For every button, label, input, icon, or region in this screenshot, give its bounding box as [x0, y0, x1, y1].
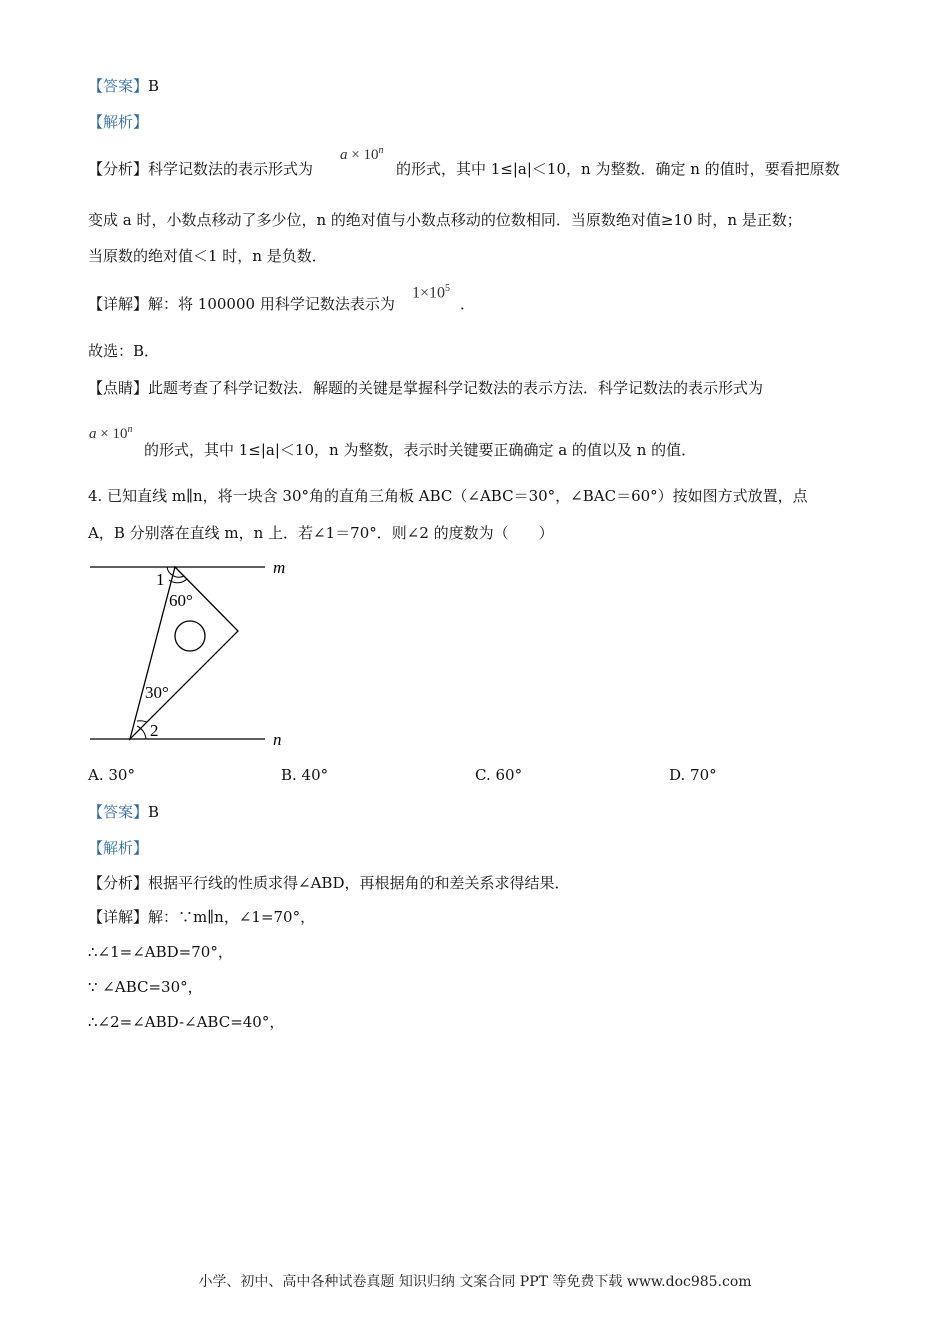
detail-tag: 【详解】: [88, 908, 149, 926]
q3-analysis-tag: 【解析】: [88, 113, 149, 131]
sci-notation-formula-1: a × 10$^n$: [340, 145, 384, 163]
geometry-figure: [80, 555, 340, 755]
q3-choose-line: 故选：B．: [88, 342, 160, 360]
answer-value: B: [148, 77, 160, 95]
q4-fenxi-line: [88, 873, 569, 893]
q4-answer-line: [88, 802, 159, 822]
angle-arc-30: [137, 721, 147, 722]
answer-tag: 【答案】: [88, 77, 149, 95]
label-angle-30: 30°: [145, 683, 169, 702]
label-angle-1: 1: [156, 570, 165, 589]
label-angle-2: 2: [150, 721, 159, 740]
sci-notation-formula-2: $1\times 10^5$: [412, 283, 451, 302]
angle-arc-1: [167, 567, 184, 577]
label-m: m: [273, 558, 286, 577]
detail-tag: 【详解】: [88, 295, 149, 313]
q3-fenxi-line-1b: 的形式，其中 1≤|a|＜10，n 为整数．确定 n 的值时，要看把原数: [396, 160, 840, 178]
q4-stem-line-1: 4. 已知直线 m∥n，将一块含 30°角的直角三角板 ABC（∠ABC＝30°，∠BAC＝60°）按如图方式放置，点: [88, 487, 808, 505]
detail-text: 解：∵m∥n，∠1=70°，: [148, 908, 316, 926]
fenxi-tag: 【分析】: [88, 874, 149, 892]
answer-tag: 【答案】: [88, 803, 149, 821]
q4-stem-line-2: A，B 分别落在直线 m，n 上．若∠1＝70°．则∠2 的度数为（ ）: [88, 524, 554, 542]
sci-notation-formula-3: a × 10$^n$: [89, 424, 133, 442]
q4-step-4: ∴∠2=∠ABD-∠ABC=40°，: [88, 1013, 285, 1031]
option-d: D. 70°: [669, 766, 717, 784]
answer-value: B: [148, 803, 160, 821]
fenxi-text-1a: 科学记数法的表示形式为: [148, 160, 314, 178]
q4-detail-line: [88, 907, 315, 927]
q3-dianjing-line-2: 的形式，其中 1≤|a|＜10，n 为整数，表示时关键要正确确定 a 的值以及 n 的值．: [144, 441, 697, 459]
q3-answer-line: [88, 76, 159, 96]
triangle-hole: [175, 621, 205, 651]
option-b: B. 40°: [281, 766, 329, 784]
fenxi-tag: 【分析】: [88, 160, 149, 178]
q3-detail-line: [88, 294, 395, 314]
q3-dianjing-line: [88, 378, 763, 398]
label-n: n: [273, 730, 282, 749]
q3-fenxi-line-1: [88, 159, 313, 179]
page-footer: 小学、初中、高中各种试卷真题 知识归纳 文案合同 PPT 等免费下载 www.doc985.com: [198, 1274, 752, 1290]
q4-analysis-tag: 【解析】: [88, 839, 149, 857]
detail-end: ．: [460, 295, 476, 313]
q3-fenxi-line-3: 当原数的绝对值＜1 时，n 是负数．: [88, 247, 327, 265]
detail-text: 解：将 100000 用科学记数法表示为: [148, 295, 395, 313]
label-angle-60: 60°: [169, 591, 193, 610]
fenxi-text: 根据平行线的性质求得∠ABD，再根据角的和差关系求得结果．: [148, 874, 570, 892]
dianjing-text-1: 此题考查了科学记数法．解题的关键是掌握科学记数法的表示方法．科学记数法的表示形式为: [148, 379, 764, 397]
q4-step-3: ∵ ∠ABC=30°，: [88, 978, 203, 996]
q3-fenxi-line-2: 变成 a 时，小数点移动了多少位，n 的绝对值与小数点移动的位数相同．当原数绝对值≥10 时，n 是正数；: [88, 211, 802, 229]
dianjing-tag: 【点睛】: [88, 379, 149, 397]
option-a: A. 30°: [88, 766, 135, 784]
option-c: C. 60°: [475, 766, 523, 784]
q4-step-2: ∴∠1=∠ABD=70°，: [88, 943, 233, 961]
